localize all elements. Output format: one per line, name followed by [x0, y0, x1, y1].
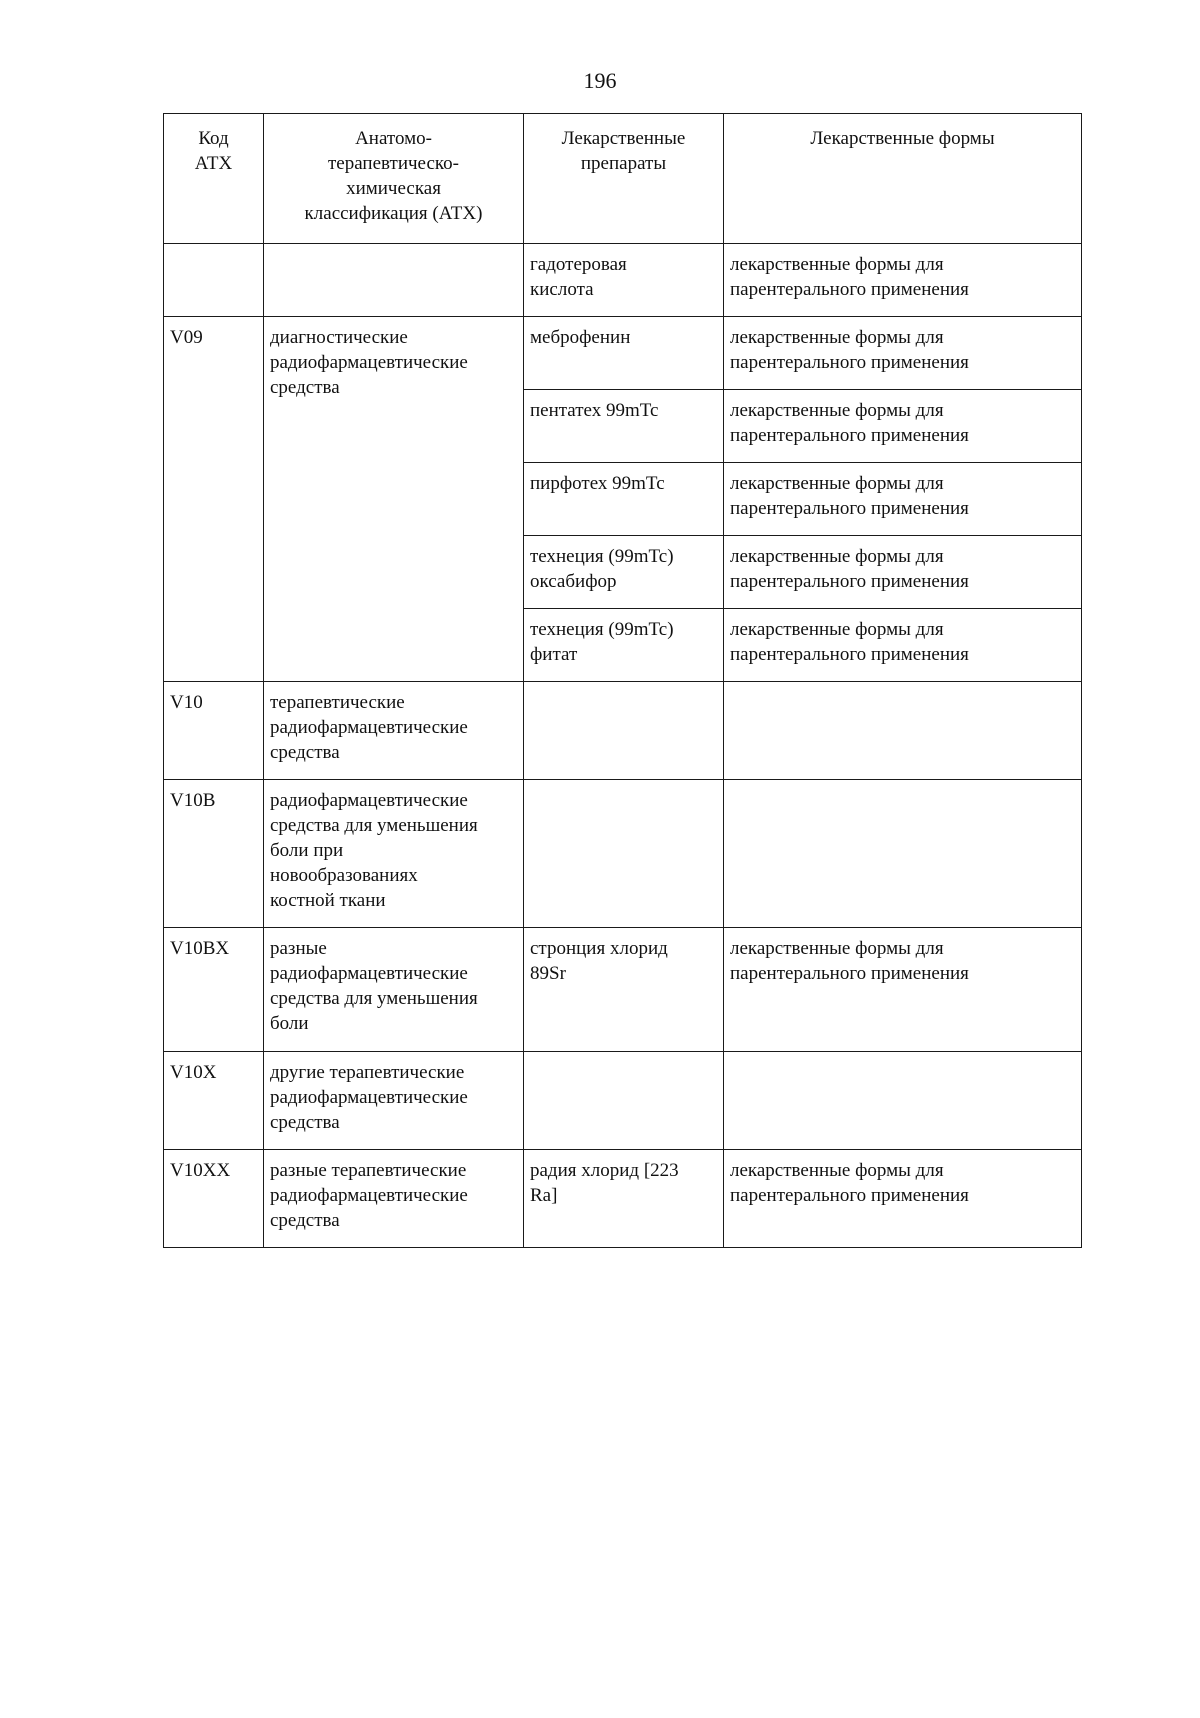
cell-drug [524, 780, 724, 928]
cell-code [164, 1150, 264, 1248]
page-number: 196 [583, 68, 617, 93]
cell-form [724, 682, 1082, 780]
cell-code [164, 317, 264, 682]
cell-classification [264, 317, 524, 682]
cell-code [164, 780, 264, 928]
cell-form [724, 609, 1082, 682]
cell-form-text: лекарственные формы для парентерального применения [730, 473, 969, 519]
cell-classification [264, 928, 524, 1052]
cell-form [724, 463, 1082, 536]
cell-classification-text: диагностические радиофармацевтические средства [270, 327, 468, 398]
cell-drug [524, 682, 724, 780]
cell-drug-text: пирфотех 99mTc [530, 473, 665, 494]
cell-classification-text: радиофармацевтические средства для уменьшения боли при новообразованиях костной ткани [270, 790, 478, 911]
cell-code-text: V10B [170, 790, 216, 811]
cell-form [724, 244, 1082, 317]
cell-form-text: лекарственные формы для парентерального применения [730, 546, 969, 592]
cell-drug [524, 463, 724, 536]
cell-classification-text: терапевтические радиофармацевтические средства [270, 692, 468, 763]
cell-drug-text: стронция хлорид 89Sr [530, 938, 668, 984]
cell-form [724, 390, 1082, 463]
cell-code-text: V09 [170, 327, 203, 348]
table-row [164, 1052, 1082, 1150]
cell-drug-text: меброфенин [530, 327, 631, 348]
cell-drug-text: радия хлорид [223 Ra] [530, 1160, 679, 1206]
cell-drug [524, 609, 724, 682]
cell-form-text: лекарственные формы для парентерального применения [730, 938, 969, 984]
cell-classification-text: разные терапевтические радиофармацевтические средства [270, 1160, 468, 1231]
cell-form-text: лекарственные формы для парентерального применения [730, 400, 969, 446]
cell-code [164, 1052, 264, 1150]
cell-classification [264, 1150, 524, 1248]
cell-code [164, 244, 264, 317]
cell-classification [264, 682, 524, 780]
header-forms [724, 114, 1082, 244]
cell-classification [264, 1052, 524, 1150]
cell-drug-text: технеция (99mTc) оксабифор [530, 546, 674, 592]
cell-code-text: V10XX [170, 1160, 231, 1181]
cell-drug [524, 317, 724, 390]
cell-code-text: V10 [170, 692, 203, 713]
header-drugs [524, 114, 724, 244]
header-drugs-label: Лекарственные препараты [561, 128, 686, 174]
cell-drug-text: пентатех 99mTc [530, 400, 659, 421]
header-code [164, 114, 264, 244]
header-classification [264, 114, 524, 244]
table-row [164, 1150, 1082, 1248]
cell-drug-text: гадотеровая кислота [530, 254, 627, 300]
table-row [164, 682, 1082, 780]
cell-classification [264, 780, 524, 928]
cell-code [164, 928, 264, 1052]
table-row [164, 780, 1082, 928]
cell-code [164, 682, 264, 780]
cell-drug [524, 1150, 724, 1248]
cell-form [724, 317, 1082, 390]
header-forms-label: Лекарственные формы [810, 128, 995, 149]
cell-drug [524, 536, 724, 609]
cell-code-text: V10X [170, 1062, 217, 1083]
cell-drug-text: технеция (99mTc) фитат [530, 619, 674, 665]
cell-form-text: лекарственные формы для парентерального применения [730, 254, 969, 300]
cell-form-text: лекарственные формы для парентерального применения [730, 327, 969, 373]
cell-form [724, 536, 1082, 609]
cell-drug [524, 928, 724, 1052]
cell-form [724, 780, 1082, 928]
cell-classification-text: разные радиофармацевтические средства для уменьшения боли [270, 938, 478, 1034]
table-row [164, 317, 1082, 390]
table-header-row [164, 114, 1082, 244]
table-row [164, 244, 1082, 317]
cell-form-text: лекарственные формы для парентерального применения [730, 1160, 969, 1206]
cell-drug [524, 390, 724, 463]
cell-form [724, 1150, 1082, 1248]
cell-classification [264, 244, 524, 317]
cell-classification-text: другие терапевтические радиофармацевтические средства [270, 1062, 468, 1133]
cell-drug [524, 1052, 724, 1150]
cell-drug [524, 244, 724, 317]
cell-form-text: лекарственные формы для парентерального применения [730, 619, 969, 665]
cell-form [724, 928, 1082, 1052]
table-row [164, 928, 1082, 1052]
cell-form [724, 1052, 1082, 1150]
atx-drug-table [163, 113, 1082, 1248]
cell-code-text: V10BX [170, 938, 230, 959]
header-code-label: Код АТХ [194, 128, 233, 174]
header-classification-label: Анатомо- терапевтическо- химическая классификация (АТХ) [304, 128, 483, 224]
